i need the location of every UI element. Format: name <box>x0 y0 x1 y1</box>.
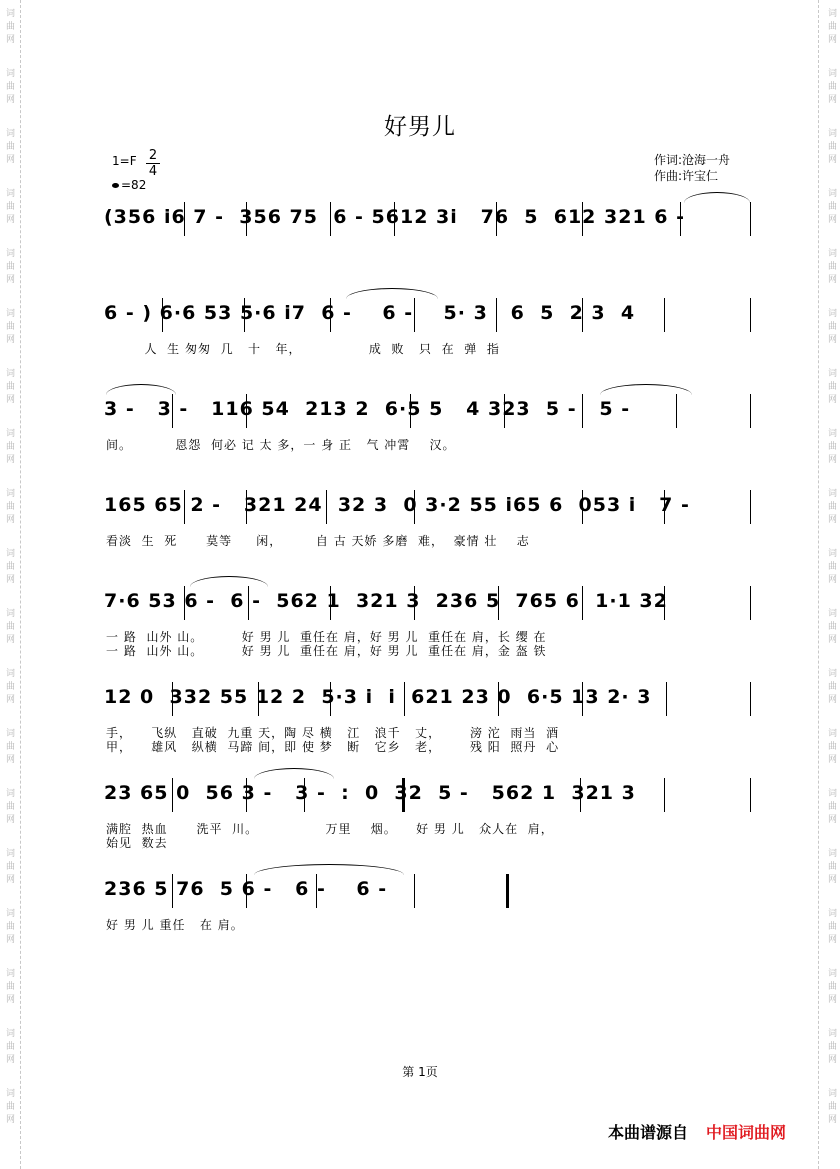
watermark-text-right: 词曲网 <box>826 68 836 107</box>
watermark-text-left: 词曲网 <box>4 848 14 887</box>
watermark-text-left: 词曲网 <box>4 308 14 347</box>
lyric-line-2: 始见 数去 <box>106 836 168 850</box>
watermark-text-left: 词曲网 <box>4 248 14 287</box>
notation-line: 23 65 0 56 3 - 3 - : 0 32 5 - 562 1 321 3 <box>104 782 636 804</box>
watermark-text-left: 词曲网 <box>4 608 14 647</box>
watermark-text-left: 词曲网 <box>4 8 14 47</box>
source-prefix: 本曲谱源自 <box>608 1123 689 1142</box>
notation-line: 7·6 53 6 - 6 - 562 1 321 3 236 5 765 6 1·1 32 <box>104 590 668 612</box>
barline <box>750 586 751 620</box>
barline <box>750 394 751 428</box>
lyric-line-1: 看淡 生 死 莫等 闲， 自 古 天娇 多磨 难， 豪情 壮 志 <box>106 534 530 548</box>
watermark-text-left: 词曲网 <box>4 1028 14 1067</box>
barline <box>664 778 665 812</box>
watermark-text-left: 词曲网 <box>4 68 14 107</box>
quarter-note-icon <box>112 183 119 188</box>
composer-credit: 作曲:许宝仁 <box>654 169 719 183</box>
source-site-link[interactable]: 中国词曲网 <box>706 1123 787 1142</box>
lyric-line-1: 人 生 匆匆 几 十 年， 成 败 只 在 弹 指 <box>106 342 500 356</box>
notation-line: 12 0 332 55 12 2 5·3 i i 621 23 0 6·5 13 2· 3 <box>104 686 652 708</box>
watermark-text-right: 词曲网 <box>826 188 836 227</box>
watermark-text-right: 词曲网 <box>826 968 836 1007</box>
slur <box>346 288 438 299</box>
watermark-text-right: 词曲网 <box>826 548 836 587</box>
time-signature-bottom: 4 <box>146 163 160 179</box>
watermark-text-right: 词曲网 <box>826 608 836 647</box>
watermark-text-left: 词曲网 <box>4 428 14 467</box>
watermark-text-right: 词曲网 <box>826 848 836 887</box>
slur <box>684 192 750 203</box>
lyricist-credit: 作词:沧海一舟 <box>654 153 731 167</box>
lyric-line-2: 一 路 山外 山。 好 男 儿 重任在 肩，好 男 儿 重任在 肩，金 盔 铁 <box>106 644 547 658</box>
watermark-text-right: 词曲网 <box>826 368 836 407</box>
watermark-text-right: 词曲网 <box>826 128 836 167</box>
left-watermark-strip <box>2 0 16 1169</box>
page-number: 第 1页 <box>402 1065 438 1079</box>
slur <box>190 576 268 587</box>
watermark-text-left: 词曲网 <box>4 668 14 707</box>
watermark-text-left: 词曲网 <box>4 368 14 407</box>
watermark-text-left: 词曲网 <box>4 1088 14 1127</box>
barline <box>676 394 677 428</box>
lyric-line-1: 间。 恩怨 何必 记 太 多，一 身 正 气 冲霄 汉。 <box>106 438 456 452</box>
slur <box>600 384 692 395</box>
watermark-text-right: 词曲网 <box>826 908 836 947</box>
watermark-text-right: 词曲网 <box>826 248 836 287</box>
time-signature-top: 2 <box>148 148 158 163</box>
watermark-text-left: 词曲网 <box>4 128 14 167</box>
barline <box>750 682 751 716</box>
source-attribution <box>608 1120 786 1143</box>
barline <box>750 490 751 524</box>
watermark-text-right: 词曲网 <box>826 1028 836 1067</box>
credits <box>654 152 730 184</box>
right-dashed-border <box>818 0 819 1169</box>
lyric-line-1: 好 男 儿 重任 在 肩。 <box>106 918 244 932</box>
lyric-line-2: 甲， 雄风 纵横 马蹄 间，即 使 梦 断 它乡 老， 残 阳 照丹 心 <box>106 740 560 754</box>
barline <box>750 778 751 812</box>
watermark-text-left: 词曲网 <box>4 188 14 227</box>
lyric-line-1: 满腔 热血 洗平 川。 万里 烟。 好 男 儿 众人在 肩， <box>106 822 554 836</box>
notation-line: 6 - ) 6·6 53 5·6 i7 6 - 6 - 5· 3 6 5 2 3 4 <box>104 302 636 324</box>
watermark-text-right: 词曲网 <box>826 488 836 527</box>
right-watermark-strip <box>824 0 838 1169</box>
watermark-text-right: 词曲网 <box>826 8 836 47</box>
watermark-text-right: 词曲网 <box>826 728 836 767</box>
lyric-line-1: 一 路 山外 山。 好 男 儿 重任在 肩，好 男 儿 重任在 肩，长 缨 在 <box>106 630 547 644</box>
notation-line: (356 i6 7 - 356 75 6 - 5612 3i 76 5 612 321 6 - <box>104 206 686 228</box>
barline <box>664 298 665 332</box>
barline <box>666 682 667 716</box>
barline <box>750 202 751 236</box>
watermark-text-left: 词曲网 <box>4 788 14 827</box>
watermark-text-right: 词曲网 <box>826 1088 836 1127</box>
key-signature: 1=F <box>112 154 137 168</box>
watermark-text-left: 词曲网 <box>4 968 14 1007</box>
watermark-text-right: 词曲网 <box>826 428 836 467</box>
barline <box>750 298 751 332</box>
watermark-text-left: 词曲网 <box>4 488 14 527</box>
notation-line: 165 65 2 - 321 24 32 3 0 3·2 55 i65 6 053 i 7 - <box>104 494 690 516</box>
tempo-marking <box>112 178 146 192</box>
slur <box>254 864 404 875</box>
watermark-text-left: 词曲网 <box>4 548 14 587</box>
notation-line: 3 - 3 - 116 54 213 2 6·5 5 4 323 5 - 5 - <box>104 398 631 420</box>
lyric-line-1: 手， 飞纵 直破 九重 天，陶 尽 横 江 浪千 丈， 滂 沱 雨当 酒 <box>106 726 560 740</box>
watermark-text-right: 词曲网 <box>826 788 836 827</box>
tempo-value: =82 <box>121 178 147 192</box>
left-dashed-border <box>20 0 21 1169</box>
watermark-text-right: 词曲网 <box>826 668 836 707</box>
slur <box>106 384 176 395</box>
barline <box>414 874 415 908</box>
final-barline <box>506 874 509 908</box>
song-title: 好男儿 <box>384 114 456 140</box>
watermark-text-left: 词曲网 <box>4 728 14 767</box>
notation-line: 236 5 76 5 6 - 6 - 6 - <box>104 878 388 900</box>
slur <box>254 768 334 779</box>
watermark-text-left: 词曲网 <box>4 908 14 947</box>
watermark-text-right: 词曲网 <box>826 308 836 347</box>
time-signature <box>146 148 160 179</box>
